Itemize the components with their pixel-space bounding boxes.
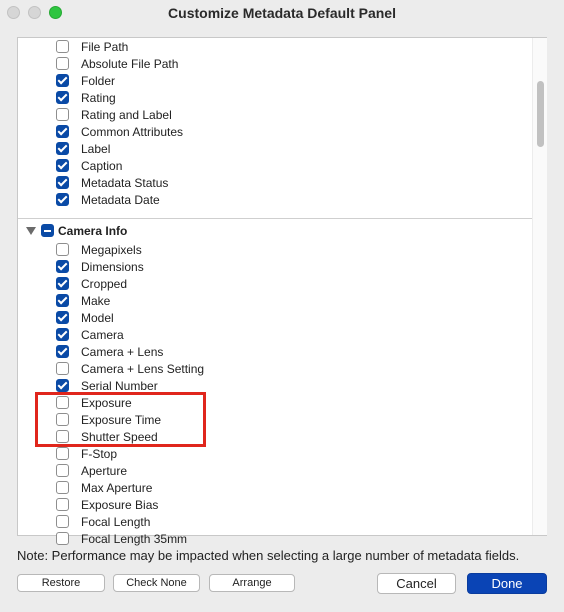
metadata-field-list[interactable] bbox=[18, 38, 532, 546]
list-item-label: Exposure bbox=[81, 395, 132, 410]
list-item-label: Megapixels bbox=[81, 242, 142, 257]
list-item-label: Metadata Status bbox=[81, 175, 169, 190]
checkbox[interactable] bbox=[56, 91, 69, 104]
list-item[interactable] bbox=[56, 72, 115, 89]
group-label: Camera Info bbox=[58, 223, 128, 238]
list-item[interactable] bbox=[56, 241, 142, 258]
list-item-label: Cropped bbox=[81, 276, 128, 291]
list-item-label: Shutter Speed bbox=[81, 429, 158, 444]
check-none-button[interactable]: Check None bbox=[113, 574, 200, 592]
list-item[interactable] bbox=[56, 496, 158, 513]
checkbox[interactable] bbox=[56, 328, 69, 341]
list-item[interactable] bbox=[56, 106, 172, 123]
section-divider bbox=[18, 218, 532, 219]
list-item[interactable] bbox=[56, 309, 114, 326]
performance-note: Note: Performance may be impacted when selecting a large number of metadata fields. bbox=[17, 548, 520, 563]
checkbox[interactable] bbox=[56, 294, 69, 307]
checkbox[interactable] bbox=[56, 57, 69, 70]
list-item[interactable] bbox=[56, 479, 152, 496]
checkbox[interactable] bbox=[56, 532, 69, 545]
checkbox[interactable] bbox=[56, 108, 69, 121]
checkbox[interactable] bbox=[56, 40, 69, 53]
list-item-label: File Path bbox=[81, 39, 129, 54]
title-bar bbox=[0, 0, 564, 26]
list-item-label: Caption bbox=[81, 158, 123, 173]
list-item[interactable] bbox=[56, 140, 110, 157]
checkbox[interactable] bbox=[56, 260, 69, 273]
list-item[interactable] bbox=[56, 38, 128, 55]
list-item-label: Absolute File Path bbox=[81, 56, 179, 71]
window-title: Customize Metadata Default Panel bbox=[168, 5, 396, 21]
list-item-label: Focal Length bbox=[81, 514, 151, 529]
list-item-label: Common Attributes bbox=[81, 124, 184, 139]
list-item-label: Aperture bbox=[81, 463, 128, 478]
checkbox[interactable] bbox=[56, 243, 69, 256]
list-item[interactable] bbox=[56, 191, 160, 208]
list-item-label: Rating and Label bbox=[81, 107, 172, 122]
checkbox[interactable] bbox=[56, 498, 69, 511]
group-row-camera-info[interactable] bbox=[26, 222, 127, 239]
list-item-label: Focal Length 35mm bbox=[81, 531, 188, 546]
list-item[interactable] bbox=[56, 89, 116, 106]
list-item[interactable] bbox=[56, 326, 124, 343]
list-item-label: Model bbox=[81, 310, 114, 325]
arrange-button[interactable]: Arrange bbox=[209, 574, 295, 592]
checkbox[interactable] bbox=[56, 142, 69, 155]
list-item[interactable] bbox=[56, 157, 122, 174]
list-item-label: F-Stop bbox=[81, 446, 118, 461]
list-item-label: Make bbox=[81, 293, 111, 308]
checkbox[interactable] bbox=[56, 464, 69, 477]
list-item-label: Exposure Time bbox=[81, 412, 162, 427]
list-item-label: Serial Number bbox=[81, 378, 158, 393]
checkbox[interactable] bbox=[56, 277, 69, 290]
close-window-button[interactable] bbox=[7, 6, 20, 19]
checkbox[interactable] bbox=[56, 481, 69, 494]
checkbox[interactable] bbox=[56, 125, 69, 138]
checkbox[interactable] bbox=[56, 430, 69, 443]
list-item-label: Max Aperture bbox=[81, 480, 153, 495]
checkbox[interactable] bbox=[56, 362, 69, 375]
list-item[interactable] bbox=[56, 174, 168, 191]
list-item[interactable] bbox=[56, 343, 163, 360]
list-item[interactable] bbox=[56, 55, 178, 72]
checkbox[interactable] bbox=[56, 74, 69, 87]
zoom-window-button[interactable] bbox=[49, 6, 62, 19]
minimize-window-button[interactable] bbox=[28, 6, 41, 19]
list-item[interactable] bbox=[56, 428, 158, 445]
list-item[interactable] bbox=[56, 530, 187, 547]
list-item[interactable] bbox=[56, 411, 161, 428]
list-item[interactable] bbox=[56, 258, 144, 275]
list-item-label: Camera + Lens Setting bbox=[81, 361, 205, 376]
group-checkbox-camera-info[interactable] bbox=[41, 224, 54, 237]
list-item[interactable] bbox=[56, 462, 127, 479]
restore-button[interactable]: Restore bbox=[17, 574, 105, 592]
list-item-label: Dimensions bbox=[81, 259, 144, 274]
cancel-button[interactable]: Cancel bbox=[377, 573, 456, 594]
metadata-field-list-panel bbox=[17, 37, 547, 546]
list-item-label: Metadata Date bbox=[81, 192, 160, 207]
checkbox[interactable] bbox=[56, 413, 69, 426]
list-item[interactable] bbox=[56, 360, 204, 377]
checkbox[interactable] bbox=[56, 193, 69, 206]
list-item-label: Rating bbox=[81, 90, 116, 105]
list-item-label: Camera bbox=[81, 327, 124, 342]
checkbox[interactable] bbox=[56, 515, 69, 528]
list-item-label: Label bbox=[81, 141, 111, 156]
list-item[interactable] bbox=[56, 445, 117, 462]
scrollbar-thumb[interactable] bbox=[537, 81, 544, 147]
checkbox[interactable] bbox=[56, 311, 69, 324]
list-item[interactable] bbox=[56, 513, 150, 530]
checkbox[interactable] bbox=[56, 396, 69, 409]
done-button[interactable]: Done bbox=[467, 573, 547, 594]
list-item[interactable] bbox=[56, 123, 183, 140]
list-item-label: Camera + Lens bbox=[81, 344, 164, 359]
list-item[interactable] bbox=[56, 292, 110, 309]
checkbox[interactable] bbox=[56, 176, 69, 189]
list-item-label: Exposure Bias bbox=[81, 497, 159, 512]
list-item[interactable] bbox=[56, 275, 127, 292]
checkbox[interactable] bbox=[56, 159, 69, 172]
list-item-label: Folder bbox=[81, 73, 116, 88]
list-item[interactable] bbox=[56, 394, 132, 411]
list-item[interactable] bbox=[56, 377, 158, 394]
vertical-scrollbar[interactable] bbox=[532, 38, 547, 535]
disclosure-triangle-icon[interactable] bbox=[26, 227, 36, 235]
checkbox[interactable] bbox=[56, 345, 69, 358]
checkbox[interactable] bbox=[56, 379, 69, 392]
window-controls bbox=[7, 6, 62, 19]
checkbox[interactable] bbox=[56, 447, 69, 460]
